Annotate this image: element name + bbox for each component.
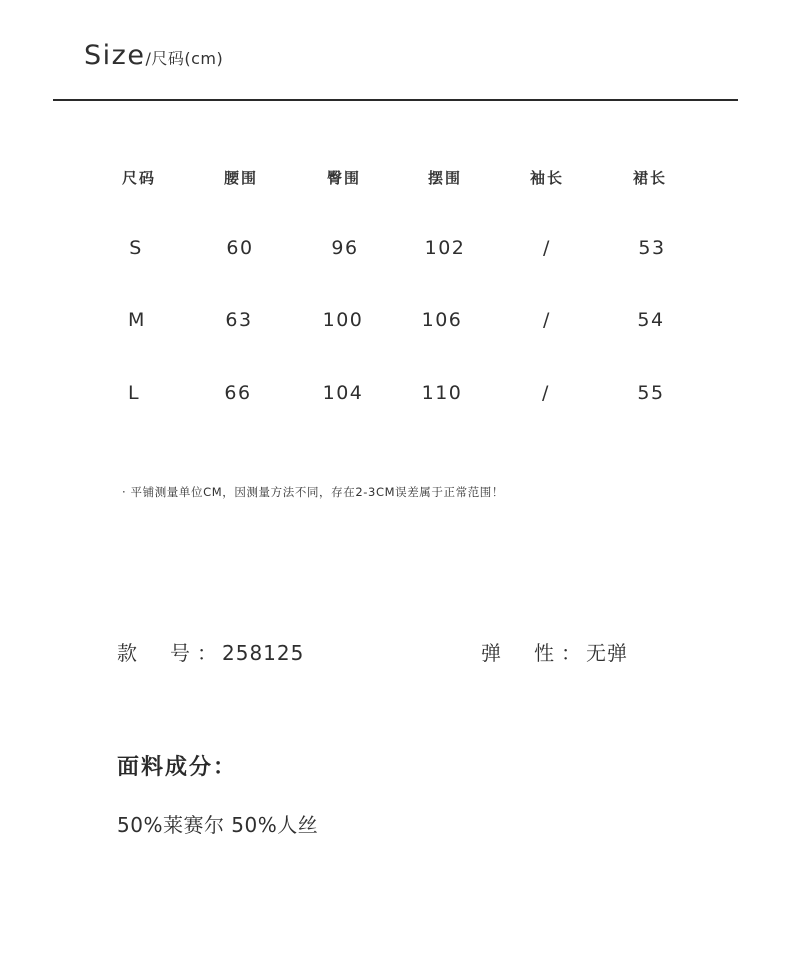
cell-waist: 66 <box>224 382 252 404</box>
elasticity <box>481 637 628 666</box>
cell-sleeve: / <box>543 309 551 331</box>
style-number-colon: ： <box>197 641 218 665</box>
measurement-note: · 平铺测量单位CM，因测量方法不同，存在2-3CM误差属于正常范围！ <box>122 485 504 499</box>
cell-hip: 96 <box>331 237 359 259</box>
cell-hem: 110 <box>421 382 463 404</box>
header-sleeve: 袖长 <box>529 169 564 187</box>
header-skirt-length: 裙长 <box>632 169 667 187</box>
size-title-main: Size <box>84 40 146 71</box>
style-number-label-1: 款 <box>117 641 138 665</box>
title-divider <box>53 99 738 101</box>
cell-hip: 104 <box>322 382 364 404</box>
cell-waist: 63 <box>225 309 253 331</box>
header-size: 尺码 <box>121 169 156 187</box>
size-title-sub: /尺码(cm) <box>145 49 224 68</box>
header-hem: 摆围 <box>427 169 462 187</box>
header-hip: 臀围 <box>326 169 361 187</box>
elasticity-value: 无弹 <box>586 641 628 665</box>
cell-skirt-length: 54 <box>637 309 665 331</box>
style-number-label-2: 号 <box>170 641 191 665</box>
cell-sleeve: / <box>542 382 550 404</box>
fabric-composition-title: 面料成分： <box>117 755 238 780</box>
cell-skirt-length: 53 <box>638 237 666 259</box>
cell-sleeve: / <box>543 237 551 259</box>
cell-skirt-length: 55 <box>637 382 665 404</box>
size-title <box>84 40 223 71</box>
elasticity-colon: ： <box>561 641 582 665</box>
cell-hem: 102 <box>424 237 466 259</box>
elasticity-label-1: 弹 <box>481 641 502 665</box>
cell-hip: 100 <box>322 309 364 331</box>
style-number-value: 258125 <box>222 641 305 665</box>
cell-size: L <box>127 382 141 404</box>
cell-size: S <box>129 237 143 259</box>
elasticity-label-2: 性 <box>534 641 555 665</box>
cell-hem: 106 <box>421 309 463 331</box>
header-waist: 腰围 <box>223 169 258 187</box>
style-number <box>117 637 304 666</box>
fabric-composition-value: 50%莱赛尔 50%人丝 <box>117 813 319 837</box>
cell-size: M <box>128 309 146 331</box>
cell-waist: 60 <box>226 237 254 259</box>
